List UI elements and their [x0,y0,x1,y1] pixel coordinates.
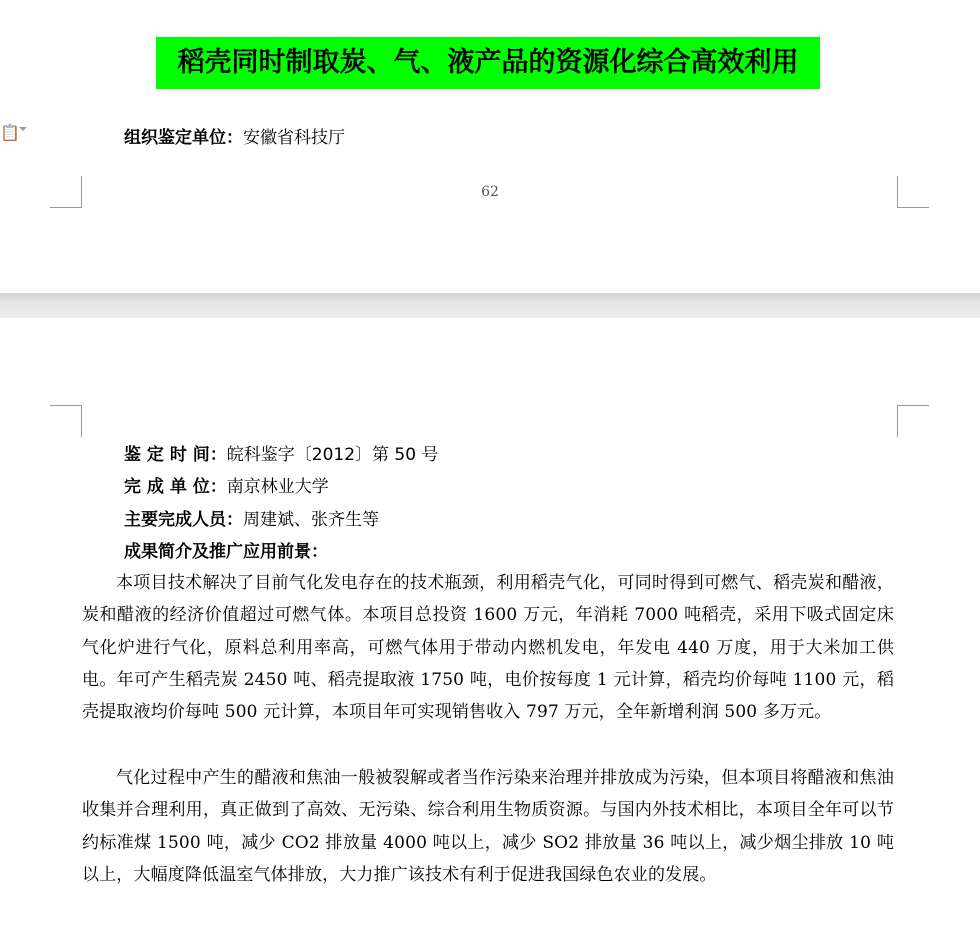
appraisal-time-value: 皖科鉴字〔2012〕第 50 号 [226,445,439,465]
completion-unit-value: 南京林业大学 [226,477,329,497]
page-number: 62 [481,184,499,200]
org-unit-value: 安徽省科技厅 [243,128,345,148]
main-personnel-value: 周建斌、张齐生等 [243,510,379,530]
appraisal-time-line [124,443,438,467]
org-unit-label: 组织鉴定单位： [124,128,243,148]
page-title: 稻壳同时制取炭、气、液产品的资源化综合高效利用 [156,37,820,89]
completion-unit-label: 完 成 单 位： [124,477,227,497]
chevron-down-icon[interactable] [19,127,27,131]
appraisal-time-label: 鉴 定 时 间： [124,445,227,465]
paragraph-2: 气化过程中产生的醋液和焦油一般被裂解或者当作污染来治理并排放成为污染，但本项目将醋液和焦油收集并合理利用，真正做到了高效、无污染、综合利用生物质资源。与国内外技术相比，本项目全年可以节约标准煤 1500 吨，减少 CO2 排放量 4000 吨以上，减少 SO2 排放量 36 吨以上，减少烟尘排放 10 吨以上，大幅度降低温室气体排放，大力推广该技术有利于促进我国绿色农业的发展。 [82,768,894,885]
page-separator [0,293,980,318]
paste-options-icon[interactable]: 📋 [0,123,20,142]
main-personnel-line [124,508,379,532]
summary-heading-line [124,540,328,564]
completion-unit-line [124,475,329,499]
document-page-top [0,0,980,293]
org-unit-line [124,126,345,150]
summary-heading-label: 成果简介及推广应用前景： [124,542,328,562]
crop-mark-top-left [50,405,82,437]
document-page-bottom [0,318,980,933]
crop-mark-top-right [897,405,929,437]
paragraph-1: 本项目技术解决了目前气化发电存在的技术瓶颈，利用稻壳气化，可同时得到可燃气、稻壳炭和醋液，炭和醋液的经济价值超过可燃气体。本项目总投资 1600 万元，年消耗 7000 吨稻壳，采用下吸式固定床气化炉进行气化，原料总利用率高，可燃气体用于带动内燃机发电，年发电 440 万度，用于大米加工供电。年可产生稻壳炭 2450 吨、稻壳提取液 1750 吨，电价按每度 1 元计算，稻壳均价每吨 1100 元，稻壳提取液均价每吨 500 元计算，本项目年可实现销售收入 797 万元，全年新增利润 500 多万元。 [82,573,894,723]
main-personnel-label: 主要完成人员： [124,510,243,530]
